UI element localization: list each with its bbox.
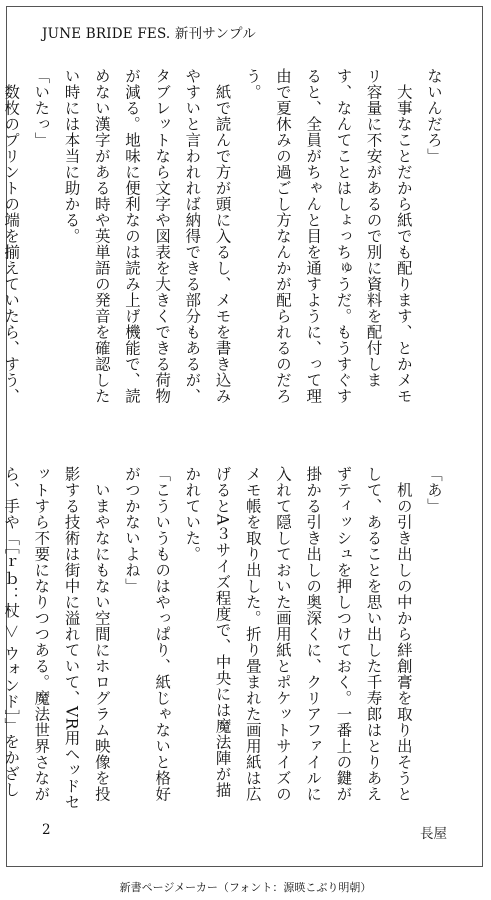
- generator-caption: 新書ページメーカー（フォント：源暎こぶり明朝）: [119, 881, 372, 894]
- paragraph: 「あ」: [425, 466, 443, 514]
- page-number: 2: [42, 822, 51, 838]
- paragraph: 「こういうものはやっぱり、紙じゃないと格好がつかないよね」: [122, 466, 172, 802]
- paragraph: 紙で読んで方が頭に入るし、メモを書き込みやすいと言われれば納得できる部分もあるが、タブレットなら文字や図表を大きくできる荷物が減る。地味に便利なのは読み上げ機能で、読めない漢字がある時や英単語の発音を確認したい時には本当に助かる。: [62, 68, 232, 404]
- running-title: JUNE BRIDE FES. 新刊サンプル: [42, 26, 256, 42]
- paragraph: 机の引き出しの中から絆創膏を取り出そうとして、あることを思い出した千寿郎はとりあえずティッシュを押しつけておく。一番上の鍵が掛かる引き出しの奥深くに、クリアファイルに入れて隠しておいた画用紙とポケットサイズのメモ帳を取り出した。折り畳まれた画用紙は広げるとA３サイズ程度で、中央には魔法陣が描かれていた。: [183, 466, 413, 802]
- paragraph: 数枚のプリントの端を揃えていたら、すう、: [2, 83, 21, 404]
- text-block-top: [2, 68, 449, 412]
- text-block-bottom: [2, 466, 449, 810]
- author-name: 長屋: [420, 826, 447, 842]
- paragraph: ないんだろ」: [425, 68, 443, 164]
- paragraph: いまやなにもない空間にホログラム映像を投影する技術は街中に溢れていて、VR用ヘッドセットすら不要になりつつある。魔法世界さながら、手や「［ｒｂ：杖 ＞ ウォンド］」をかざし: [2, 466, 111, 810]
- paragraph: 大事なことだから紙でも配ります、とかメモリ容量に不安があるので別に資料を配付します、なんてことはしょっちゅうだ。もうすぐすると、全員がちゃんと目を通すように、って理由で夏休みの過ごし方なんかが配られるのだろう。: [243, 68, 413, 404]
- paragraph: 「いたっ」: [32, 68, 51, 148]
